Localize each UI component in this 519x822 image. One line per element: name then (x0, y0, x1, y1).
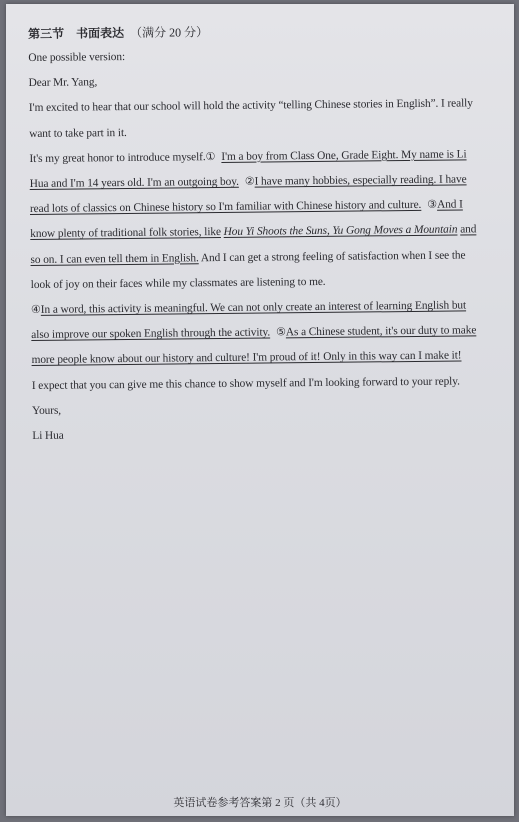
underlined-sentence: know plenty of traditional folk stories, like (30, 226, 221, 241)
body-line-12: I expect that you can give me this chance to show myself and I'm looking forward to your reply. (31, 375, 460, 392)
body-line-8: look of joy on their faces while my classmates are listening to me. (30, 275, 326, 291)
circled-number-3: ③ (427, 198, 438, 212)
underlined-sentence: more people know about our history and culture! I'm proud of it! Only in this way can I make it! (31, 349, 462, 367)
story-titles: Hou Yi Shoots the Suns, Yu Gong Moves a Mountain (223, 223, 458, 239)
circled-number-5: ⑤ (276, 326, 286, 339)
greeting-line: Dear Mr. Yang, (28, 76, 98, 90)
underlined-sentence: And I (436, 198, 463, 211)
signature-line: Li Hua (32, 429, 64, 443)
body-text: It's my great honor to introduce myself. (29, 150, 206, 165)
underlined-sentence: also improve our spoken English through the activity. (31, 326, 271, 342)
body-line-7 (30, 243, 506, 273)
circled-number-2: ② (244, 175, 255, 188)
section-score: （满分 20 分） (130, 25, 209, 40)
underlined-sentence: so on. I can even tell them in English. (30, 251, 199, 266)
underlined-sentence: In a word, this activity is meaningful. We can not only create an interest of learning English but (40, 299, 467, 316)
body-text: And I can get a strong feeling of satisfaction when I see the (200, 249, 466, 264)
underlined-sentence: I have many hobbies, especially reading. I have (254, 173, 467, 188)
section-title: 第三节 书面表达 (28, 25, 125, 41)
circled-number-4: ④ (30, 303, 41, 317)
underlined-sentence: and (460, 223, 477, 236)
intro-line: One possible version: (28, 50, 126, 64)
answer-sheet-page (6, 4, 514, 816)
page-footer: 英语试卷参考答案第 2 页（共 4页） (173, 797, 347, 809)
body-line-1: I'm excited to hear that our school will hold the activity “telling Chinese stories in English”. I really (28, 97, 473, 115)
underlined-sentence: Hua and I'm 14 years old. I'm an outgoing boy. (29, 175, 239, 191)
closing-line: Yours, (32, 404, 62, 417)
underlined-sentence: read lots of classics on Chinese history so I'm familiar with Chinese history and culture. (29, 199, 422, 216)
body-line-2: want to take part in it. (29, 126, 127, 140)
underlined-sentence: I'm a boy from Class One, Grade Eight. My name is Li (221, 148, 467, 163)
essay-content (28, 17, 508, 449)
underlined-sentence: As a Chinese student, it's our duty to make (285, 324, 477, 339)
circled-number-1: ① (205, 150, 216, 163)
